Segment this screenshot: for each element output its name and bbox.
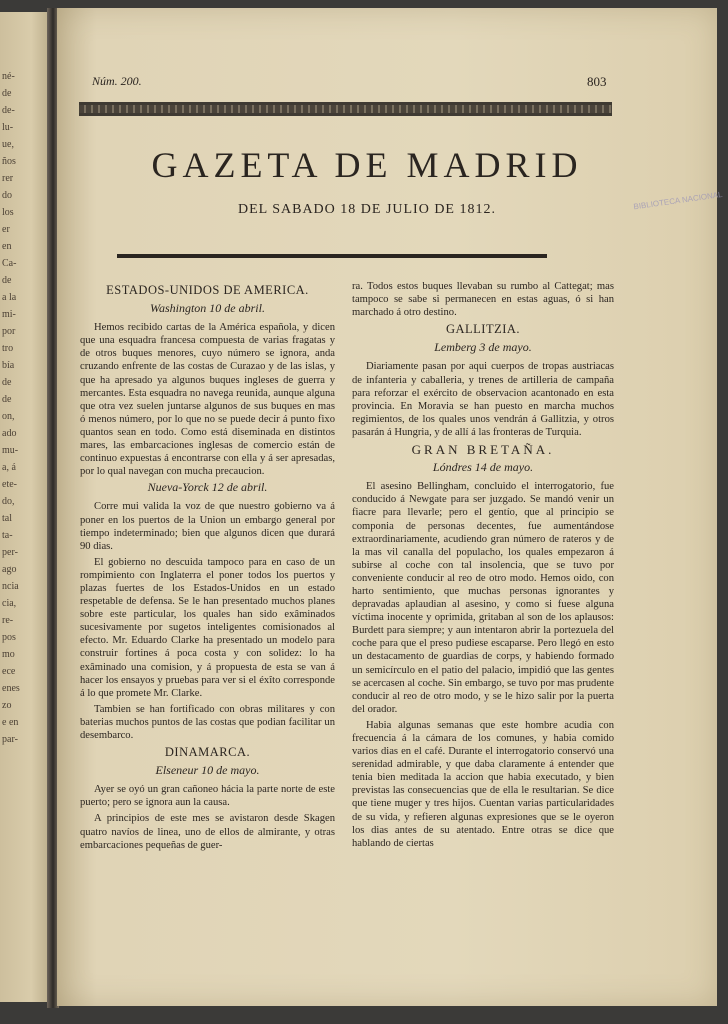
- facing-page-fragment: ece: [2, 666, 16, 677]
- facing-page-fragment: pos: [2, 632, 16, 643]
- facing-page-fragment: bía: [2, 360, 15, 371]
- facing-page-fragment: zo: [2, 700, 12, 711]
- left-column: [80, 280, 335, 855]
- library-stamp: BIBLIOTECA NACIONAL: [632, 189, 724, 212]
- facing-page-fragment: ños: [2, 156, 16, 167]
- facing-page-fragment: ue,: [2, 139, 14, 150]
- section-heading: GRAN BRETAÑA.: [411, 442, 555, 458]
- dateline-location: Washington 10 de abril.: [150, 301, 265, 316]
- facing-page-edge: [0, 12, 52, 1002]
- facing-page-fragment: do: [2, 190, 12, 201]
- facing-page-fragment: ado: [2, 428, 17, 439]
- right-column: [352, 280, 614, 853]
- facing-page-fragment: rer: [2, 173, 14, 184]
- facing-page-fragment: do,: [2, 496, 15, 507]
- facing-page-fragment: de: [2, 394, 12, 405]
- section-heading: GALLITZIA.: [445, 322, 521, 337]
- facing-page-fragment: cia,: [2, 598, 17, 609]
- paragraph: Tambien se han fortificado con obras militares y con baterias muchos puntos de las costas que podian facilitar un desembarco.: [80, 703, 335, 741]
- facing-page-fragment: en: [2, 241, 12, 252]
- facing-page-fragment: per-: [2, 547, 18, 558]
- facing-page-fragment: los: [2, 207, 14, 218]
- facing-page-fragment: e en: [2, 717, 19, 728]
- facing-page-fragment: mo: [2, 649, 15, 660]
- paragraph: El asesino Bellingham, concluido el interrogatorio, fue conducido á Newgate para ser juzgado. Se mandó venir un fiacre para llevarle; pero el gentío, que al principio se componia de personas decentes, fue aumentándose extraordinariamente, acudiendo gran número de rateros y de la mas vil canalla del populacho, los quales empezaron á subirse al coche con tal insolencia, que se tuvo por conveniente conducir al reo de otro modo. Hemos oido, con harto sentimiento, que muchas personas ignorantes y depravadas aplaudian al asesino, y como si fuese alguna víctima inocente y oprimida, gritaban al son de los aplausos: Burdett para siempre; y aun intentaron abrir la portezuela del coche para que el preso pudiese escaparse. Pero llegó en esto un destacamento de guardias de corps, y habiendo formado un semicírculo en el patio del palacio, impidió que las gentes se acercasen al coche. Sin embargo, se tuvo por mas prudente conducir al reo de otro modo, y se le hizo salir por la puerta del orador.: [352, 481, 614, 715]
- facing-page-fragment: lu-: [2, 122, 14, 133]
- issue-date: DEL SABADO 18 DE JULIO DE 1812.: [238, 202, 496, 217]
- page-number: 803: [587, 74, 607, 89]
- dateline-location: Nueva-Yorck 12 de abril.: [147, 480, 268, 495]
- facing-page-fragment: mu-: [2, 445, 19, 456]
- facing-page-fragment: ncia: [2, 581, 19, 592]
- facing-page-fragment: ago: [2, 564, 17, 575]
- facing-page-fragment: ta-: [2, 530, 13, 541]
- facing-page-fragment: a, á: [2, 462, 16, 473]
- section-heading: ESTADOS-UNIDOS DE AMERICA.: [106, 283, 309, 297]
- paragraph: El gobierno no descuida tampoco para en caso de un rompimiento con Inglaterra el poner todos los puertos y plazas fuertes de los Estados-Unidos en un estado respetable de defensa. Se le han presentado muchos planes sobre este particular, los quales han sido exâminados sucesivamente por sugetos inteligentes comisionados al efecto. Mr. Eduardo Clarke ha presentado un modelo para construir fortines á poca costa y con solidez: lo ha exâminado una comision, y á propuesta de esta se van á hacer los ensayos y pruebas para ver si el éxîto corresponde á lo que promete Mr. Clarke.: [80, 556, 335, 699]
- facing-page-fragment: par-: [2, 734, 18, 745]
- facing-page-fragment: mi-: [2, 309, 16, 320]
- facing-page-fragment: de: [2, 377, 12, 388]
- paragraph: Ayer se oyó un gran cañoneo hácia la parte norte de este puerto; pero se ignora aun la causa.: [80, 784, 335, 809]
- dateline-location: Lóndres 14 de mayo.: [432, 460, 534, 475]
- facing-page-fragment: er: [2, 224, 10, 235]
- facing-page-fragment: tro: [2, 343, 14, 354]
- paragraph: Diariamente pasan por aqui cuerpos de tropas austriacas de infanteria y caballeria, y trenes de artilleria de campaña para reforzar el exército de observacion acantonado en esta provincia. En Moravia se han puesto en marcha muchos regimientos, de los quales unos vendrán á Gallitzia, y otros pasarán á Hungria, y de allí á las fronteras de Turquia.: [352, 361, 614, 438]
- facing-page-fragment: re-: [2, 615, 14, 626]
- masthead-title: GAZETA DE MADRID: [151, 145, 583, 185]
- paragraph: Corre mui valida la voz de que nuestro gobierno va á poner en los puertos de la Union un embargo general por tiempo indeterminado; bien que algunos dicen que durará 90 dias.: [80, 501, 335, 552]
- paragraph: A principios de este mes se avistaron desde Skagen quatro navíos de linea, uno de ellos de almirante, y otras embarcaciones pequeñas de guer-: [80, 813, 335, 851]
- facing-page-fragment: on,: [2, 411, 15, 422]
- facing-page-fragment: a la: [2, 292, 17, 303]
- facing-page-fragment: tal: [2, 513, 12, 524]
- facing-page-fragment: de: [2, 88, 12, 99]
- facing-page-fragment: enes: [2, 683, 20, 694]
- ornamental-rule: [79, 102, 612, 116]
- divider-rule: [117, 254, 547, 258]
- facing-page-fragment: né-: [2, 71, 15, 82]
- facing-page-fragment: Ca-: [2, 258, 17, 269]
- facing-page-fragment: de-: [2, 105, 15, 116]
- facing-page-fragment: ete-: [2, 479, 17, 490]
- facing-page-fragment: de: [2, 275, 12, 286]
- paragraph-continuation: ra. Todos estos buques llevaban su rumbo al Cattegat; mas tampoco se sabe si permanecen en estas aguas, ó si han marchado á otro destino.: [352, 281, 614, 319]
- dateline-location: Elseneur 10 de mayo.: [155, 763, 260, 778]
- paragraph: Habia algunas semanas que este hombre acudia con frecuencia á la cámara de los comunes, y habia comido varios dias en el café. Durante el interrogatorio conservó una serenidad admirable, y que daba claramente á entender que tenia bien meditada la accion que habia executado, y bien previstas las consecuencias que de ella le resultarian. Se dice que tiene muger y tres hijos. Cuentan varias particularidades de su vida, y refieren algunas expresiones que se le oyeron los dias antes de su atentado. Entre otras se dice que hablando de ciertas: [352, 719, 614, 849]
- newspaper-page: [57, 8, 724, 1006]
- facing-page-fragment: por: [2, 326, 16, 337]
- section-heading: DINAMARCA.: [164, 745, 251, 760]
- issue-number: Núm. 200.: [92, 74, 142, 88]
- dateline-location: Lemberg 3 de mayo.: [434, 340, 532, 355]
- paragraph: Hemos recibido cartas de la América española, y dicen que una esquadra francesa compuesta de varias fragatas y de otros buques menores, cuyo número se ignora, anda cruzando enfrente de las costas de Curazao y de las islas, y que ha apresado ya algunos buques ingleses de guerra y mercantes. Esta esquadra no navega reunida, aunque alguna que otra vez suelen juntarse algunos de sus buques en mas ó menos número, por lo que no se puede decir á punto fixo quantos sean en todo. Como está diseminada en distintos mares, las embarcaciones inglesas de comercio están de continuo expuestas á encontrarse con ella y á ser apresadas, por lo qual navegan con mucha precaucion.: [80, 322, 335, 478]
